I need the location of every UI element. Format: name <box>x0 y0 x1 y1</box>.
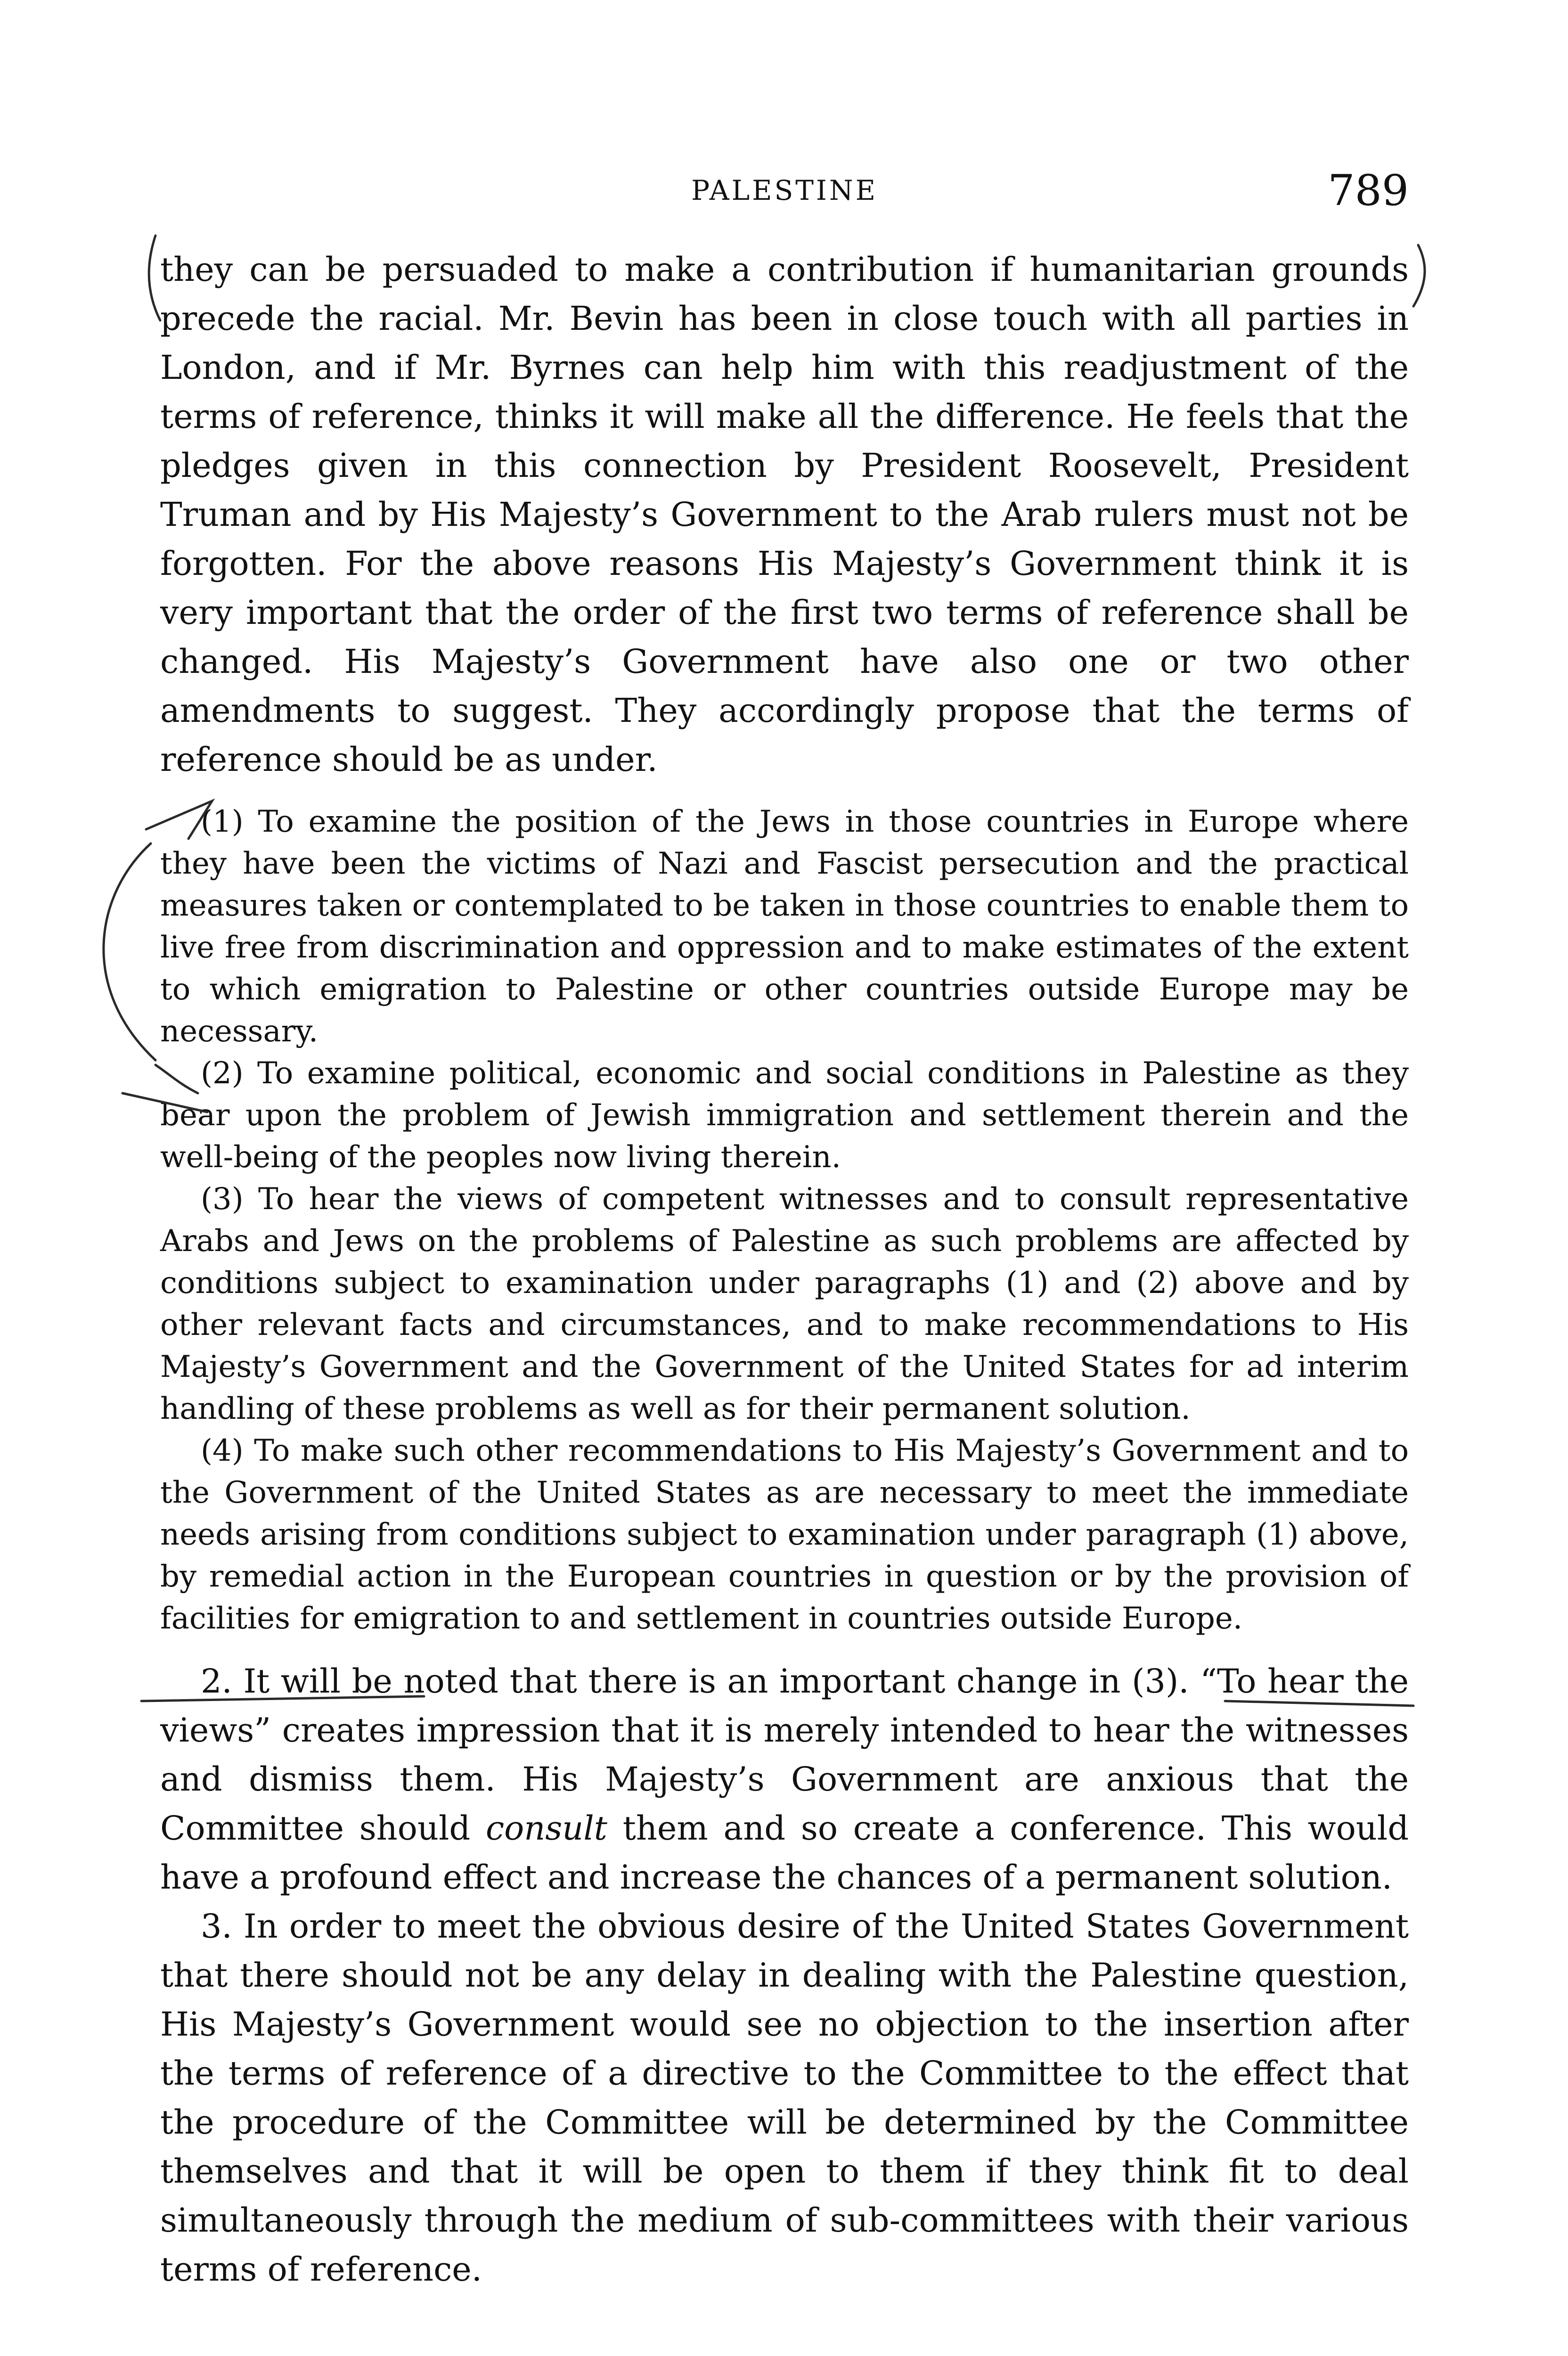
paragraph-2-emphasis: consult <box>485 1809 607 1848</box>
bracket-mark <box>1413 245 1425 306</box>
paragraph-2 <box>160 1657 1409 1902</box>
paragraph-continuation: they can be persuaded to make a contribution if humanitarian grounds precede the racial. Mr. Bevin has been in close touch with all parties in London, and if Mr. Byrnes can help him with this readjustment of the terms of reference, thinks it will make all the difference. He feels that the pledges given in this connection by President Roosevelt, President Truman and by His Majesty’s Government to the Arab rulers must not be forgotten. For the above reasons His Majesty’s Government think it is very important that the order of the first two terms of reference shall be changed. His Majesty’s Government have also one or two other amendments to suggest. They accordingly propose that the terms of reference should be as under. <box>160 250 1409 779</box>
term-of-reference-3: (3) To hear the views of competent witnesses and to consult representative Arabs and Jews on the problems of Palestine as such problems are affected by conditions subject to examination under paragraphs (1) and (2) above and by other relevant facts and circumstances, and to make recommendations to His Majesty’s Government and the Government of the United States for ad interim handling of these problems as well as for their permanent solution. <box>160 1182 1409 1426</box>
term-of-reference-1: (1) To examine the position of the Jews in those countries in Europe where they have been the victims of Nazi and Fascist persecution and the practical measures taken or contemplated to be taken in those countries to enable them to live free from discrimination and oppression and to make estimates of the extent to which emigration to Palestine or other countries outside Europe may be necessary. <box>160 804 1409 1049</box>
paragraph-2-text-end: them and so create a conference. This would have a profound effect and increase the chances of a permanent solution. <box>160 1809 1409 1897</box>
page-header <box>160 166 1409 218</box>
page-number: 789 <box>1328 166 1409 215</box>
page-body <box>160 245 1409 2294</box>
curve-mark <box>104 843 155 1060</box>
running-head: PALESTINE <box>691 174 878 206</box>
term-of-reference-2: (2) To examine political, economic and social conditions in Palestine as they bear upon the problem of Jewish immigration and settlement therein and the well-being of the peoples now living therein. <box>160 1056 1409 1175</box>
paragraph-3: 3. In order to meet the obvious desire of the United States Government that there should not be any delay in dealing with the Palestine question, His Majesty’s Government would see no objection to the insertion after the terms of reference of a directive to the Committee to the effect that the procedure of the Committee will be determined by the Committee themselves and that it will be open to them if they think fit to deal simultaneously through the medium of sub-committees with their various terms of reference. <box>160 1907 1409 2289</box>
paragraph-2-text-start: 2. It will be noted that there is an important change in (3). “To hear the views” creates impression that it is merely intended to hear the witnesses and dismiss them. His Majesty’s Government are anxious that the Committee should <box>160 1662 1409 1848</box>
bracket-mark <box>149 236 160 320</box>
term-of-reference-4: (4) To make such other recommendations to His Majesty’s Government and to the Government of the United States as are necessary to meet the immediate needs arising from conditions subject to examination under paragraph (1) above, by remedial action in the European countries in question or by the provision of facilities for emigration to and settlement in countries outside Europe. <box>160 1433 1409 1636</box>
